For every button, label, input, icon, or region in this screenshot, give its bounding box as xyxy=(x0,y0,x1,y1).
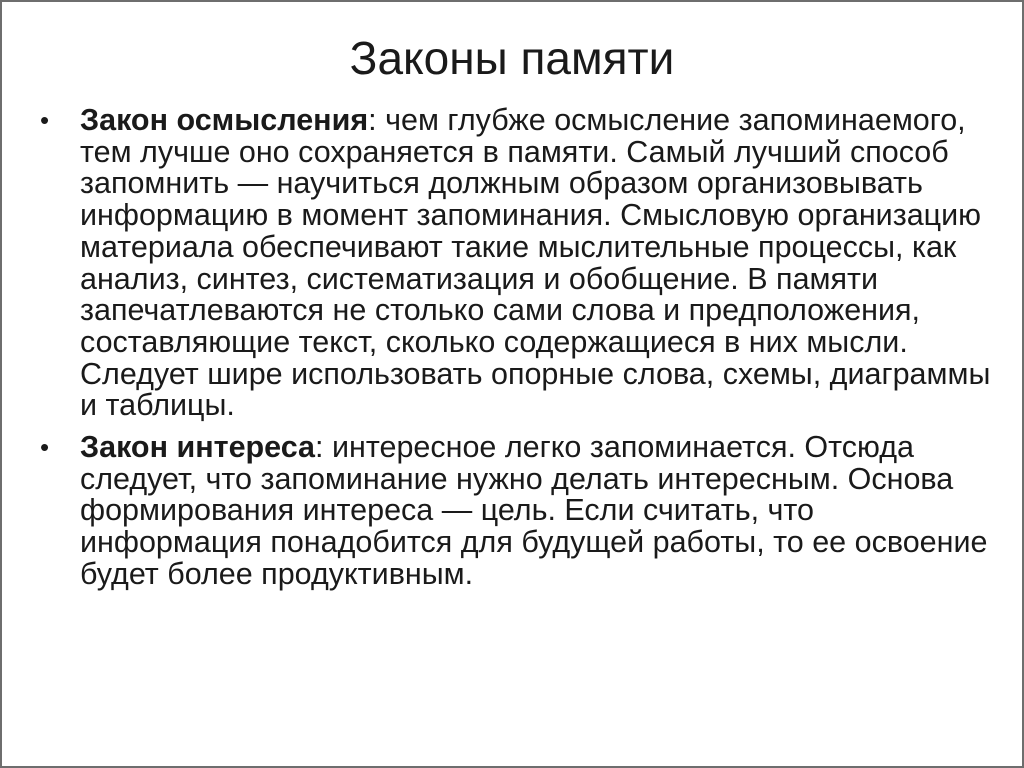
bullet-term: Закон осмысления xyxy=(80,103,369,137)
bullet-item-law-of-interest xyxy=(36,432,998,591)
bullet-list xyxy=(36,105,998,601)
bullet-text: : чем глубже осмысление запоминаемого, тем лучше оно сохраняется в памяти. Самый лучший способ запомнить — научиться должным образом организовывать информацию в момент запоминания. Смысловую организацию материала обеспечивают такие мыслительные процессы, как анализ, синтез, систематизация и обобщение. В памяти запечатлеваются не столько сами слова и предположения, составляющие текст, сколько содержащиеся в них мысли. Следует шире использовать опорные слова, схемы, диаграммы и таблицы. xyxy=(80,103,991,423)
bullet-term: Закон интереса xyxy=(80,430,316,465)
slide-title: Законы памяти xyxy=(349,32,675,84)
bullet-item-law-of-comprehension xyxy=(36,105,998,422)
bullet-marker: • xyxy=(40,432,50,463)
bullet-marker: • xyxy=(40,105,50,135)
bullet-text: : интересное легко запоминается. Отсюда следует, что запоминание нужно делать интересным. Основа формирования интереса — цель. Если считать, что информация понадобится для будущей работы, то ее освоение будет более продуктивным. xyxy=(80,430,988,591)
